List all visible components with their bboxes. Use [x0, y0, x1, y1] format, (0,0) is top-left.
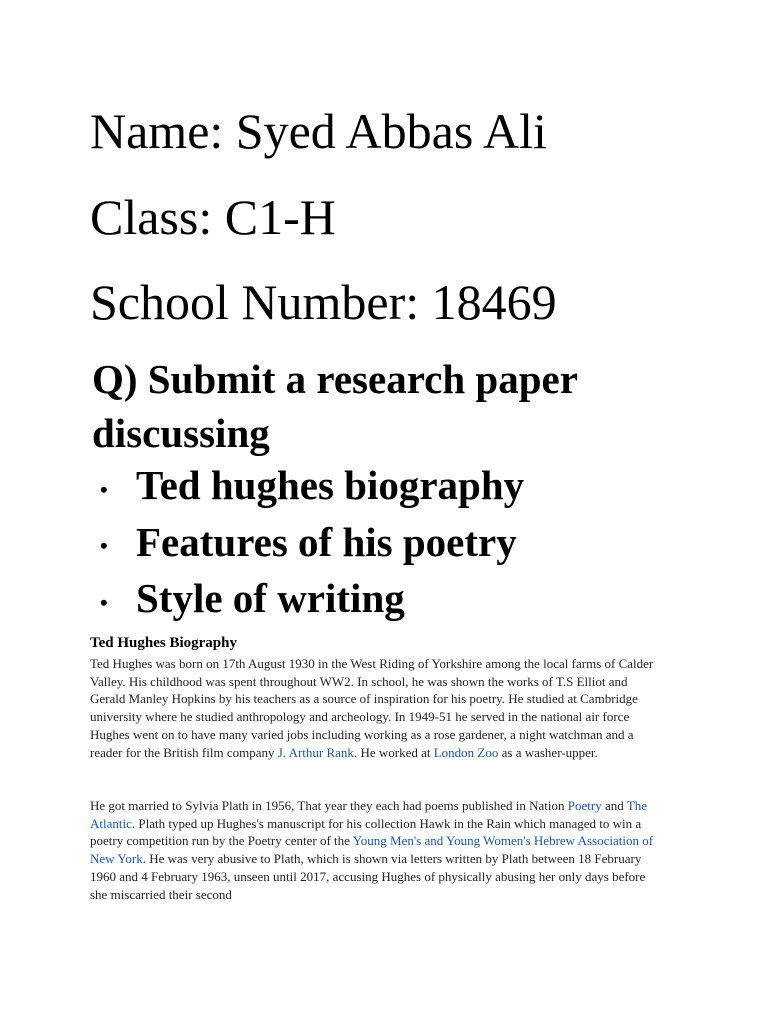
j-arthur-rank-link[interactable]: J. Arthur Rank [277, 744, 354, 760]
school-number: School Number: 18469 [90, 274, 557, 330]
paragraph-text: as a washer-upper. [498, 744, 598, 760]
question-topic-item [100, 572, 524, 629]
paragraph-text: He got married to Sylvia Plath in 1956, That year they each had poems published in Nation [90, 798, 568, 813]
question-topic-item [100, 459, 524, 516]
paragraph-text: . Plath typed up Hughes's manuscript for his collection Hawk in the Rain which managed to win a poetry competition run by the Poetry center of the [90, 815, 642, 849]
bullet-icon: • [100, 476, 108, 502]
student-class: Class: C1-H [90, 189, 336, 245]
student-name: Name: Syed Abbas Ali [90, 103, 547, 159]
question-topic-item [100, 516, 524, 573]
paragraph-text: . He was very abusive to Plath, which is shown via letters written by Plath between 18 February 1960 and 4 February 1963, unseen until 2017, accusing Hughes of physically abusing her only days before she miscarried their second [90, 851, 646, 902]
question-text: Q) Submit a research paper discussing [92, 356, 578, 456]
topic-label: Features of his poetry [136, 518, 517, 565]
poetry-link[interactable]: Poetry [567, 798, 602, 813]
section-heading: Ted Hughes Biography [90, 635, 237, 651]
london-zoo-link[interactable]: London Zoo [433, 744, 499, 760]
paragraph-text: . He worked at [353, 744, 434, 760]
bullet-icon: • [100, 533, 108, 559]
biography-paragraph-2 [90, 797, 660, 903]
paragraph-text: and [601, 798, 627, 813]
the-atlantic-link[interactable]: The Atlantic [90, 798, 647, 831]
bullet-icon: • [100, 589, 108, 615]
paragraph-text: Ted Hughes was born on 17th August 1930 in the West Riding of Yorkshire among the local farms of Calder Valley. His childhood was spent throughout WW2. In school, he was shown the works of T.S Elliot and Gerald Manley Hopkins by his teachers as a source of inspiration for his poetry. He studied at Cambridge university where he studied anthropology and archeology. In 1949-51 he served in the national air force Hughes went on to have many varied jobs including working as a rose gardener, a night watchman and a reader for the British film company [90, 656, 654, 760]
topic-label: Ted hughes biography [136, 462, 525, 508]
topic-label: Style of writing [136, 575, 405, 622]
biography-paragraph-1 [90, 655, 660, 761]
ymha-new-york-link[interactable]: Young Men's and Young Women's Hebrew Association of New York [90, 833, 654, 867]
question-topic-list [100, 459, 524, 629]
